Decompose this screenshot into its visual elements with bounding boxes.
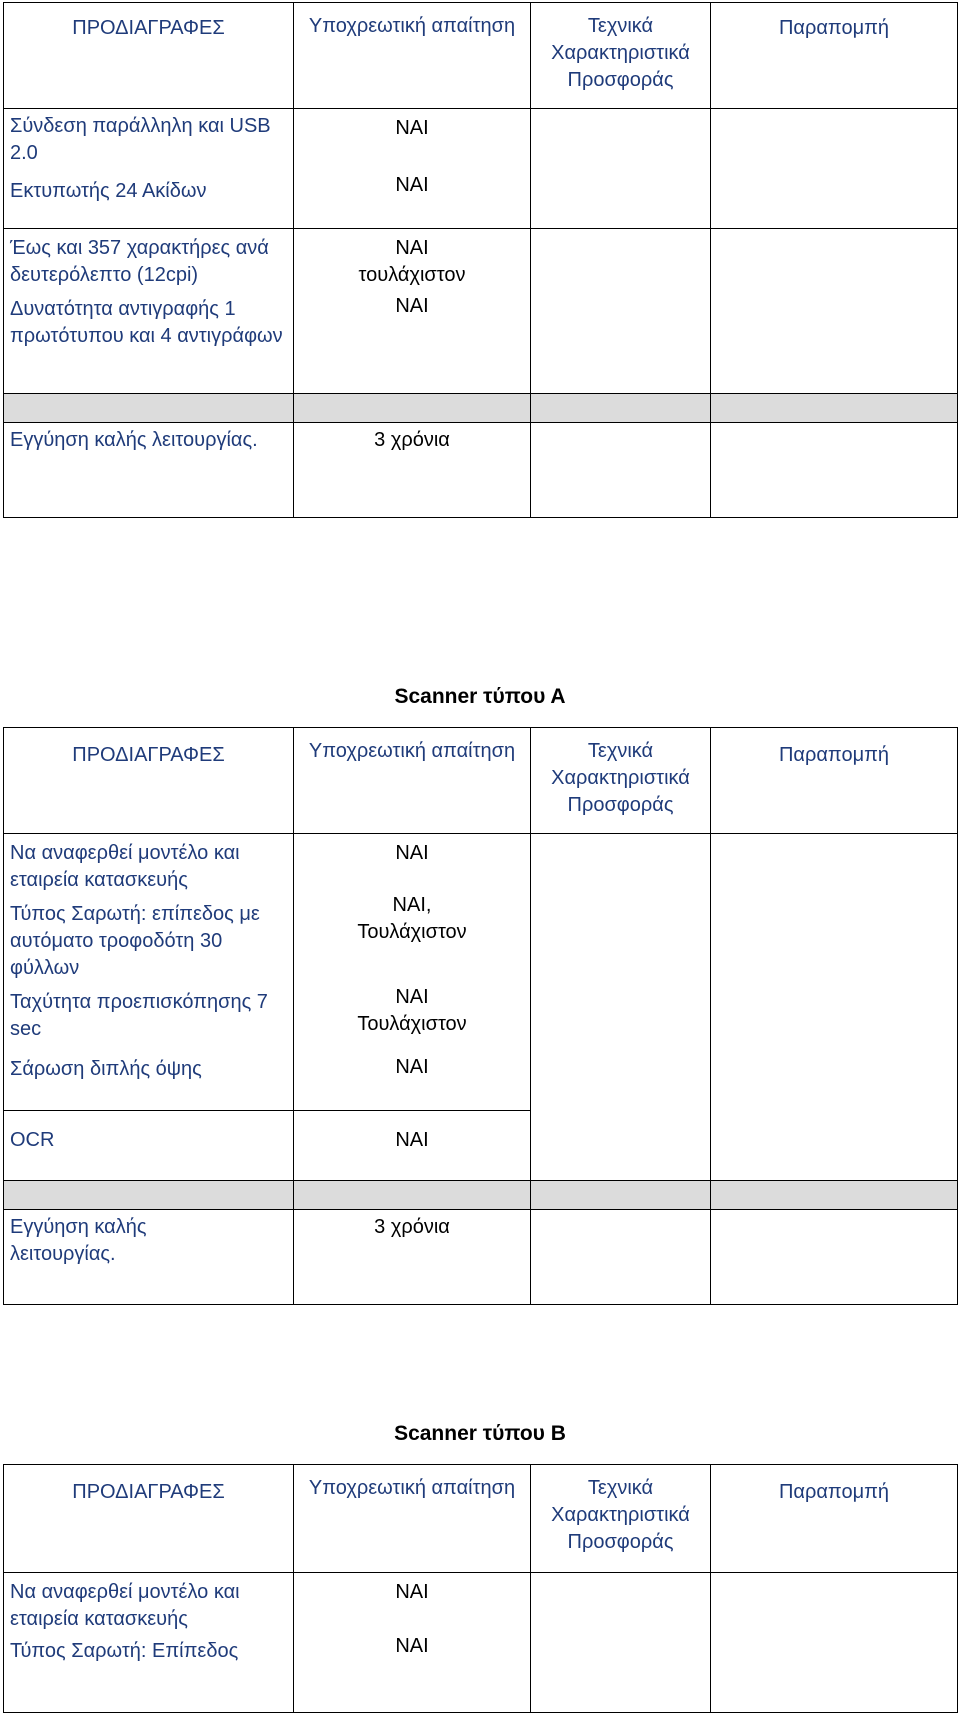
reference-cell — [711, 1210, 958, 1305]
reference-cell — [711, 229, 958, 394]
required-value: ΝΑΙ — [395, 1056, 429, 1078]
reference-cell — [711, 423, 958, 518]
spec-item: Δυνατότητα αντιγραφής 1 πρωτότυπου και 4 αντιγράφων — [10, 298, 283, 347]
offer-cell — [531, 1210, 711, 1305]
required-cell — [294, 834, 531, 1111]
required-value: ΝΑΙ — [395, 295, 429, 317]
spec-item: Να αναφερθεί μοντέλο και εταιρεία κατασκευής — [10, 842, 240, 891]
spec-item: OCR — [4, 1111, 294, 1181]
header-spec: ΠΡΟΔΙΑΓΡΑΦΕΣ — [4, 728, 294, 834]
spec-item: Σύνδεση παράλληλη και USB 2.0 — [10, 115, 271, 164]
header-reference: Παραπομπή — [711, 3, 958, 109]
header-offer: Τεχνικά Χαρακτηριστικά Προσφοράς — [531, 1465, 711, 1573]
required-value: ΝΑΙ Τουλάχιστον — [357, 986, 467, 1035]
header-required: Υποχρεωτική απαίτηση — [294, 728, 531, 834]
offer-cell — [531, 834, 711, 1111]
required-value: ΝΑΙ τουλάχιστον — [358, 237, 466, 286]
spec-item: Σάρωση διπλής όψης — [10, 1058, 202, 1080]
offer-cell — [531, 1111, 711, 1181]
printer-spec-table — [3, 2, 958, 518]
reference-cell — [711, 109, 958, 229]
offer-cell — [531, 229, 711, 394]
header-required: Υποχρεωτική απαίτηση — [294, 3, 531, 109]
spec-cell — [4, 229, 294, 394]
required-value: ΝΑΙ — [395, 174, 429, 196]
header-required: Υποχρεωτική απαίτηση — [294, 1465, 531, 1573]
warranty-value: 3 χρόνια — [294, 1210, 531, 1305]
spec-item: Τύπος Σαρωτή: Επίπεδος — [10, 1640, 239, 1662]
spec-cell — [4, 834, 294, 1111]
scanner-b-spec-table — [3, 1464, 958, 1713]
required-cell — [294, 109, 531, 229]
header-spec: ΠΡΟΔΙΑΓΡΑΦΕΣ — [4, 3, 294, 109]
required-cell — [294, 229, 531, 394]
spec-item: Να αναφερθεί μοντέλο και εταιρεία κατασκευής — [10, 1581, 240, 1630]
scanner-a-spec-table — [3, 727, 958, 1305]
header-spec: ΠΡΟΔΙΑΓΡΑΦΕΣ — [4, 1465, 294, 1573]
scanner-a-title: Scanner τύπου Α — [394, 685, 566, 708]
required-value: ΝΑΙ — [294, 1111, 531, 1181]
header-offer: Τεχνικά Χαρακτηριστικά Προσφοράς — [531, 728, 711, 834]
spec-item: Εκτυπωτής 24 Ακίδων — [10, 180, 207, 202]
required-value: ΝΑΙ, Τουλάχιστον — [357, 894, 467, 943]
spec-cell — [4, 1573, 294, 1713]
header-offer: Τεχνικά Χαρακτηριστικά Προσφοράς — [531, 3, 711, 109]
reference-cell — [711, 1111, 958, 1181]
required-value: ΝΑΙ — [395, 1635, 429, 1657]
offer-cell — [531, 109, 711, 229]
required-value: ΝΑΙ — [395, 117, 429, 139]
header-reference: Παραπομπή — [711, 1465, 958, 1573]
spec-cell — [4, 109, 294, 229]
spec-item: Ταχύτητα προεπισκόπησης 7 sec — [10, 991, 268, 1040]
separator-row — [4, 394, 958, 423]
scanner-b-title: Scanner τύπου Β — [394, 1422, 566, 1445]
reference-cell — [711, 834, 958, 1111]
required-value: ΝΑΙ — [395, 1581, 429, 1603]
spec-item: Έως και 357 χαρακτήρες ανά δευτερόλεπτο (12cpi) — [10, 237, 269, 286]
offer-cell — [531, 1573, 711, 1713]
separator-row — [4, 1181, 958, 1210]
reference-cell — [711, 1573, 958, 1713]
warranty-label: Εγγύηση καλής λειτουργίας. — [4, 1210, 294, 1305]
warranty-label: Εγγύηση καλής λειτουργίας. — [4, 423, 294, 518]
required-value: ΝΑΙ — [395, 842, 429, 864]
spec-item: Τύπος Σαρωτή: επίπεδος με αυτόματο τροφοδότη 30 φύλλων — [10, 903, 260, 979]
header-reference: Παραπομπή — [711, 728, 958, 834]
offer-cell — [531, 423, 711, 518]
warranty-value: 3 χρόνια — [294, 423, 531, 518]
required-cell — [294, 1573, 531, 1713]
